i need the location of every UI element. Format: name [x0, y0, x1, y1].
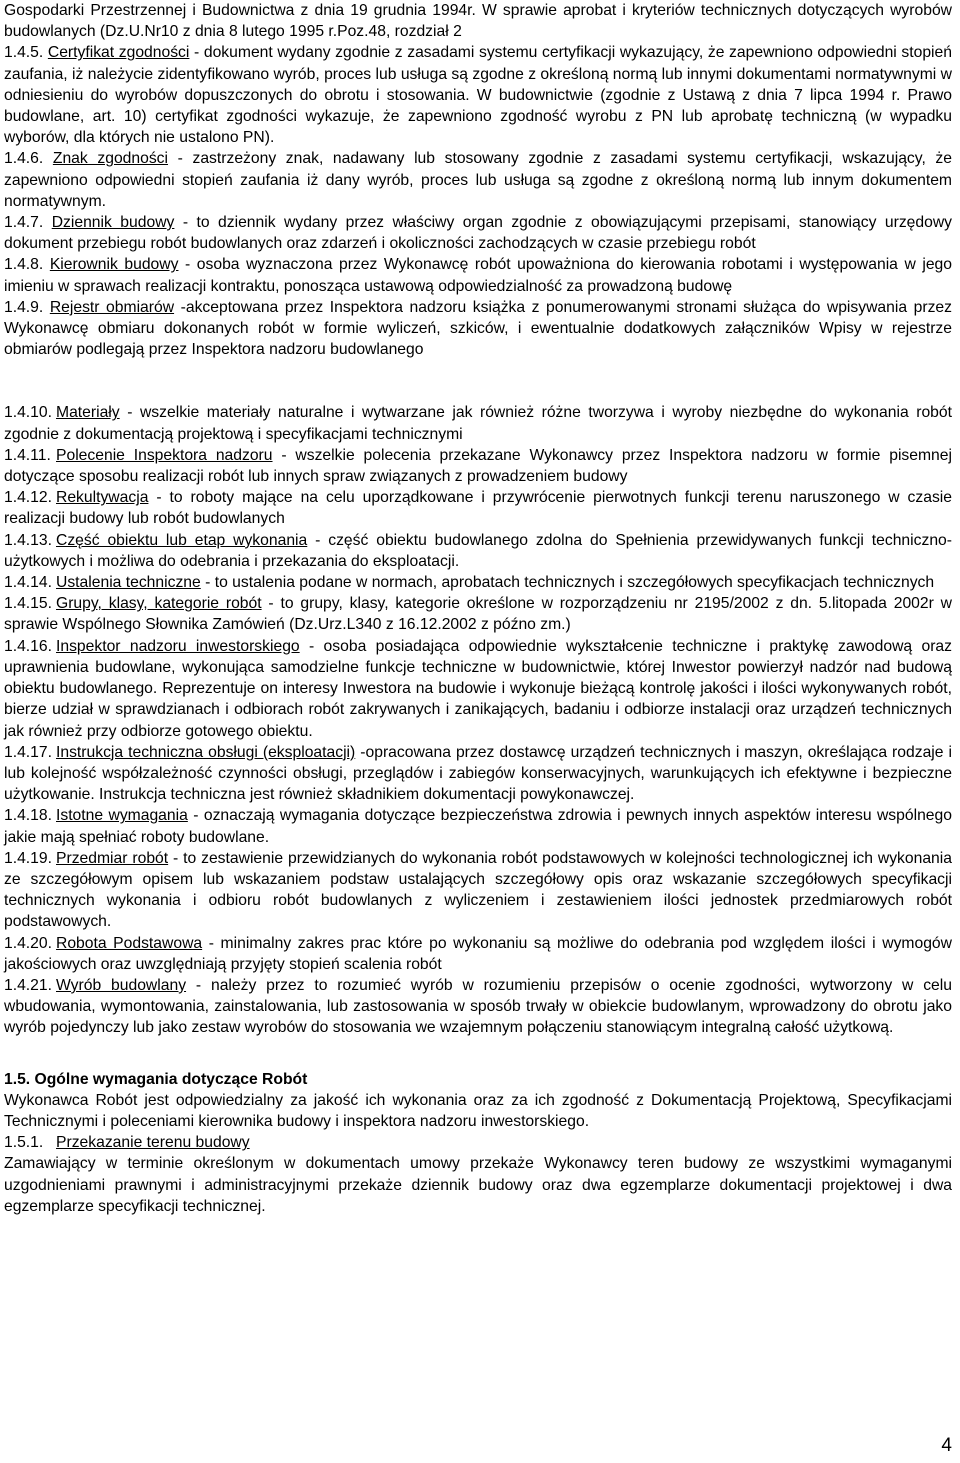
page-number: 4: [941, 1435, 952, 1456]
definition-item: [4, 212, 952, 254]
definition-number: 1.4.8.: [4, 256, 44, 274]
definition-text: - osoba wyznaczona przez Wykonawcę robót upoważniona do kierowania robotami i występowania w jego imieniu w sprawach realizacji kontraktu, ponosząca ustawową odpowiedzialność za prowadzoną budowę: [4, 256, 953, 295]
definition-term: Rekultywacja: [56, 489, 149, 507]
definition-text: - oznaczają wymagania dotyczące bezpieczeństwa zdrowia i pewnych innych aspektów interesu wspólnego jakie mają spełniać roboty budowlane.: [4, 807, 952, 846]
subsection-term: Przekazanie terenu budowy: [56, 1134, 250, 1152]
definition-term: Wyrób budowlany: [56, 976, 187, 994]
definition-text: - dokument wydany zgodnie z zasadami systemu certyfikacji wykazujący, że zapewniono odpowiedni stopień zaufania, iż należycie zidentyfikowano wyrób, proces lub usługa są zgodne z określoną normą lub innymi dokumentami normatywnymi w odniesieniu do wyrobów dopuszczonych do obrotu i stosowania. W budownictwie (zgodnie z Ustawą z dnia 7 lipca 1994 r. Prawo budowlane, art. 10) certyfikat zgodności wykazuje, że zapewniono zgodność wyrobu z PN lub aprobatę techniczną (w wypadku wyborów, dla których nie ustalono PN).: [4, 44, 952, 147]
definition-number: 1.4.6.: [4, 150, 44, 168]
definition-term: Grupy, klasy, kategorie robót: [56, 595, 262, 613]
definition-item: [4, 805, 952, 847]
definition-item: [4, 742, 952, 806]
definition-number: 1.4.14.: [4, 574, 52, 592]
definition-item: [4, 487, 952, 529]
definition-number: 1.4.12.: [4, 489, 52, 507]
definitions-list: [4, 42, 952, 1038]
definition-term: Ustalenia techniczne: [56, 574, 201, 592]
definition-number: 1.4.13.: [4, 531, 52, 549]
section-heading: 1.5. Ogólne wymagania dotyczące Robót: [4, 1070, 308, 1088]
definition-number: 1.4.7.: [4, 214, 44, 232]
definition-text: - wszelkie materiały naturalne i wytwarzane jak również różne tworzywa i wyroby niezbędne do wykonania robót zgodnie z dokumentacją projektową i specyfikacjami technicznymi: [4, 404, 952, 443]
definition-text: - część obiektu budowlanego zdolna do Spełnienia przewidywanych funkcji techniczno-użytkowych i możliwa do odebrania i przekazania do eksploatacji.: [4, 531, 952, 570]
definition-number: 1.4.16.: [4, 637, 52, 655]
definition-item: [4, 530, 952, 572]
definition-text: - to grupy, klasy, kategorie określone w rozporządzeniu nr 2195/2002 z dn. 5.litopada 2002r w sprawie Wspólnego Słownika Zamówień (Dz.Urz.L340 z 16.12.2002 z późno zm.): [4, 595, 952, 634]
definition-item: [4, 402, 952, 444]
definition-text: - osoba posiadająca odpowiednie wykształcenie techniczne i praktykę zawodową oraz uprawnienia budowlane, wykonująca samodzielne funkcje techniczne w budownictwie, której Inwestor powierzył nadzór nad budową obiektu budowlanego. Reprezentuje on interesy Inwestora na budowie i wykonuje bieżącą kontrolę jakości i ilości wykonywanych robót, bierze udział w sprawdzianach i odbiorach robót zakrywanych i zanikających, badaniu i odbiorze instalacji oraz urządzeń technicznych jak również przy odbiorze gotowego obiektu.: [4, 637, 952, 740]
definition-term: Robota Podstawowa: [56, 934, 203, 952]
definition-number: 1.4.17.: [4, 743, 52, 761]
definition-term: Rejestr obmiarów: [49, 298, 175, 316]
definition-item: [4, 297, 952, 361]
definition-number: 1.4.21.: [4, 976, 52, 994]
definition-text: - minimalny zakres prac które po wykonaniu są możliwe do odebrania pod względem ilości i wymogów jakościowych oraz uwzględniają przyjęty stopień scalenia robót: [4, 934, 952, 973]
definition-text: - wszelkie polecenia przekazane Wykonawcy przez Inspektora nadzoru w formie pisemnej dotyczące sposobu realizacji robót lub innych spraw związanych z prowadzeniem budowy: [4, 446, 952, 486]
definition-term: Część obiektu lub etap wykonania: [56, 531, 308, 549]
intro-paragraph: Gospodarki Przestrzennej i Budownictwa z dnia 19 grudnia 1994r. W sprawie aprobat i kryteriów technicznych dotyczących wyrobów budowlanych (Dz.U.Nr10 z dnia 8 lutego 1995 r.Poz.48, rozdział 2: [4, 2, 952, 41]
definition-text: - należy przez to rozumieć wyrób w rozumieniu przepisów o ocenie zgodności, wytworzony w celu wbudowania, wymontowania, zainstalowania, lub zastosowania w sposób trwały w obiekcie budowlanym, wprowadzony do obrotu jako wyrób pojedynczy lub jako zestaw wyrobów do stosowania we wzajemnym połączeniu stanowiącym integralną całość użytkową.: [4, 976, 952, 1037]
definition-item: [4, 148, 952, 212]
definition-number: 1.4.19.: [4, 849, 52, 867]
definition-number: 1.4.5.: [4, 44, 44, 62]
definition-term: Kierownik budowy: [49, 256, 179, 274]
spacer: [4, 360, 952, 402]
definition-number: 1.4.20.: [4, 934, 52, 952]
definition-number: 1.4.9.: [4, 298, 44, 316]
definition-item: [4, 975, 952, 1039]
definition-term: Polecenie Inspektora nadzoru: [56, 446, 273, 464]
definition-term: Dziennik budowy: [51, 214, 175, 232]
definition-item: [4, 572, 952, 593]
section-1-5: [4, 1069, 952, 1217]
definition-item: [4, 593, 952, 635]
definition-term: Certyfikat zgodności: [47, 44, 190, 62]
definition-text: - to ustalenia podane w normach, aprobatach technicznych i szczegółowych specyfikacjach technicznych: [200, 574, 935, 592]
definition-text: -akceptowana przez Inspektora nadzoru książka z ponumerowanymi stronami służąca do wpisywania przez Wykonawcę obmiaru dokonanych robót w formie wyliczeń, szkiców, i ewentualnie dodatkowych załączników Wpisy w rejestrze obmiarów podlegają przez Inspektora nadzoru budowlanego: [4, 298, 952, 359]
definition-term: Znak zgodności: [52, 150, 169, 168]
definition-item: [4, 636, 952, 742]
definition-text: - to dziennik wydany przez właściwy organ zgodnie z obowiązującymi przepisami, stanowiący urzędowy dokument przebiegu robót budowlanych oraz zdarzeń i okoliczności zachodzących w czasie przebiegu robót: [4, 214, 953, 253]
definition-item: [4, 42, 952, 148]
definition-item: [4, 445, 952, 487]
definition-term: Istotne wymagania: [56, 807, 188, 825]
definition-term: Materiały: [56, 404, 120, 422]
definition-number: 1.4.15.: [4, 595, 52, 613]
subsection-title: [4, 1132, 952, 1153]
subsection-number: 1.5.1.: [4, 1134, 44, 1152]
definition-text: - zastrzeżony znak, nadawany lub stosowany zgodnie z zasadami systemu certyfikacji, wskazujący, że zapewniono odpowiedni stopień zaufania iż dany wyrób, proces lub usługa są zgodne z określoną normą lub innym dokumentem normatywnym.: [4, 150, 952, 210]
definition-item: [4, 848, 952, 933]
definition-text: - to roboty mające na celu uporządkowane i przywrócenie pierwotnych funkcji terenu naruszonego w czasie realizacji budowy lub robót budowlanych: [4, 489, 952, 528]
definition-term: Instrukcja techniczna obsługi (eksploatacji): [56, 743, 356, 761]
definition-term: Inspektor nadzoru inwestorskiego: [56, 637, 300, 655]
document-page: [4, 0, 952, 1217]
spacer: [4, 1039, 952, 1069]
definition-item: [4, 933, 952, 975]
definition-number: 1.4.11.: [4, 446, 51, 464]
definition-item: [4, 254, 952, 296]
definition-number: 1.4.10.: [4, 404, 52, 422]
definition-text: -opracowana przez dostawcę urządzeń technicznych i maszyn, określająca rodzaje i lub kolejność współzależność czynności obsługi, przeglądów i zabiegów konserwacyjnych, warunkujących ich efektywne i bezpieczne użytkowanie. Instrukcja techniczna jest również składnikiem dokumentacji powykonawczej.: [4, 743, 952, 804]
definition-term: Przedmiar robót: [56, 849, 169, 867]
subsection-paragraph: Zamawiający w terminie określonym w dokumentach umowy przekaże Wykonawcy teren budowy ze wszystkimi wymaganymi uzgodnieniami prawnymi i administracyjnymi przekaże dziennik budowy oraz dwa egzemplarze dokumentacji projektowej i dwa egzemplarze specyfikacji technicznej.: [4, 1155, 952, 1215]
definition-text: - to zestawienie przewidzianych do wykonania robót podstawowych w kolejności technologicznej ich wykonania ze szczegółowym opisem lub wskazaniem podstaw ustalających szczegółowy opis oraz wskazanie szczegółowych specyfikacji technicznych wykonania i odbioru robót budowlanych z wyliczeniem i zestawieniem ilości jednostek przedmiarowych robót podstawowych.: [4, 849, 952, 931]
section-paragraph: Wykonawca Robót jest odpowiedzialny za jakość ich wykonania oraz za ich zgodność z Dokumentacją Projektową, Specyfikacjami Technicznymi i poleceniami kierownika budowy i inspektora nadzoru inwestorskiego.: [4, 1091, 952, 1130]
definition-number: 1.4.18.: [4, 807, 52, 825]
